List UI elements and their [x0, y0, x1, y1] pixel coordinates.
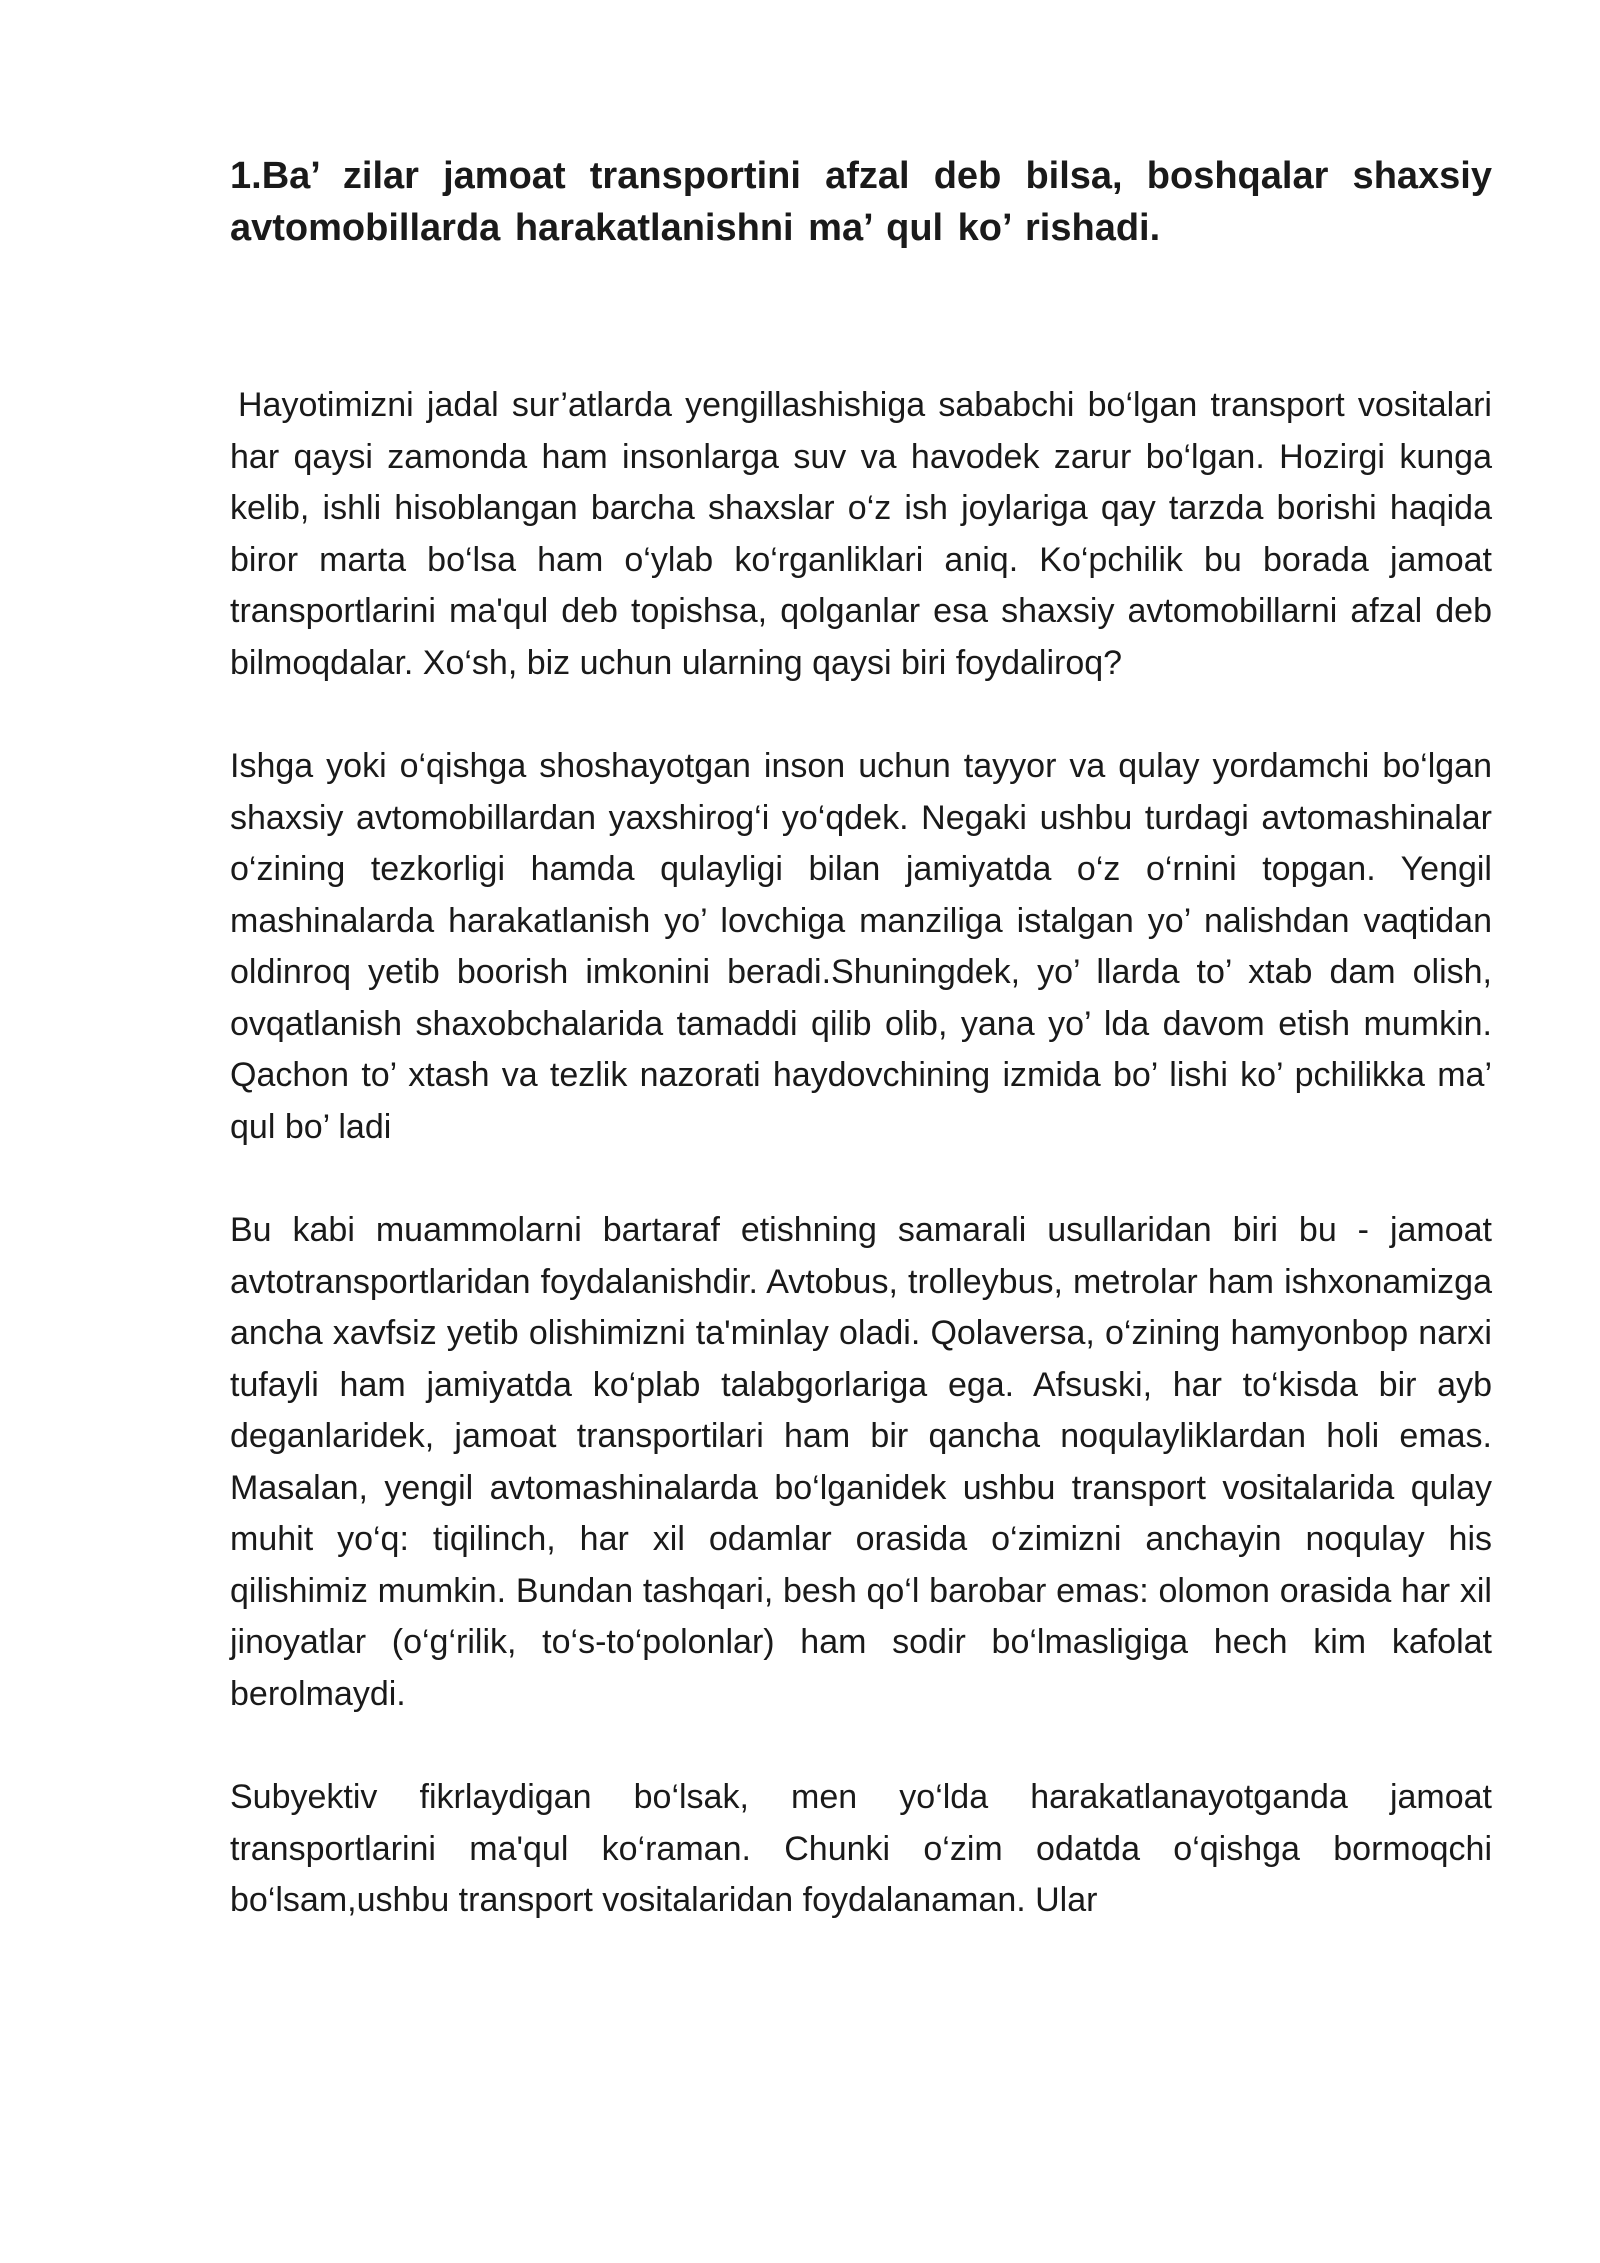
paragraph-2: Ishga yoki o‘qishga shoshayotgan inson uchun tayyor va qulay yordamchi bo‘lgan shaxsiy avtomobillardan yaxshirog‘i yo‘qdek. Negaki ushbu turdagi avtomashinalar o‘zining tezkorligi hamda qulayligi bilan jamiyatda o‘z o‘rnini topgan. Yengil mashinalarda harakatlanish yo’ lovchiga manziliga istalgan yo’ nalishdan vaqtidan oldinroq yetib boorish imkonini beradi.Shuningdek, yo’ llarda to’ xtab dam olish, ovqatlanish shaxobchalarida tamaddi qilib olib, yana yo’ lda davom etish mumkin. Qachon to’ xtash va tezlik nazorati haydovchining izmida bo’ lishi ko’ pchilikka ma’ qul bo’ ladi [230, 747, 1492, 1146]
paragraph-4: Subyektiv fikrlaydigan bo‘lsak, men yo‘lda harakatlanayotganda jamoat transportlarini ma'qul ko‘raman. Chunki o‘zim odatda o‘qishga bormoqchi bo‘lsam,ushbu transport vositalaridan foydalanaman. Ular [230, 1778, 1492, 1919]
paragraph-3: Bu kabi muammolarni bartaraf etishning samarali usullaridan biri bu - jamoat avtotransportlaridan foydalanishdir. Avtobus, trolleybus, metrolar ham ishxonamizga ancha xavfsiz yetib olishimizni ta'minlay oladi. Qolaversa, o‘zining hamyonbop narxi tufayli ham jamiyatda ko‘plab talabgorlariga ega. Afsuski, har to‘kisda bir ayb deganlaridek, jamoat transportilari ham bir qancha noqulayliklardan holi emas. Masalan, yengil avtomashinalarda bo‘lganidek ushbu transport vositalarida qulay muhit yo‘q: tiqilinch, har xil odamlar orasida o‘zimizni anchayin noqulay his qilishimiz mumkin. Bundan tashqari, besh qo‘l barobar emas: olomon orasida har xil jinoyatlar (o‘g‘rilik, to‘s-to‘polonlar) ham sodir bo‘lmasligiga hech kim kafolat berolmaydi. [230, 1211, 1492, 1713]
essay-title: 1.Ba’ zilar jamoat transportini afzal deb bilsa, boshqalar shaxsiy avtomobillarda harakatlanishni ma’ qul ko’ rishadi. [230, 155, 1492, 249]
paragraph-1: Hayotimizni jadal sur’atlarda yengillashishiga sababchi bo‘lgan transport vositalari har qaysi zamonda ham insonlarga suv va havodek zarur bo‘lgan. Hozirgi kunga kelib, ishli hisoblangan barcha shaxslar o‘z ish joylariga qay tarzda borishi haqida biror marta bo‘lsa ham o‘ylab ko‘rganliklari aniq. Ko‘pchilik bu borada jamoat transportlarini ma'qul deb topishsa, qolganlar esa shaxsiy avtomobillarni afzal deb bilmoqdalar. Xo‘sh, biz uchun ularning qaysi biri foydaliroq? [230, 386, 1492, 682]
document-page [230, 150, 1492, 1927]
